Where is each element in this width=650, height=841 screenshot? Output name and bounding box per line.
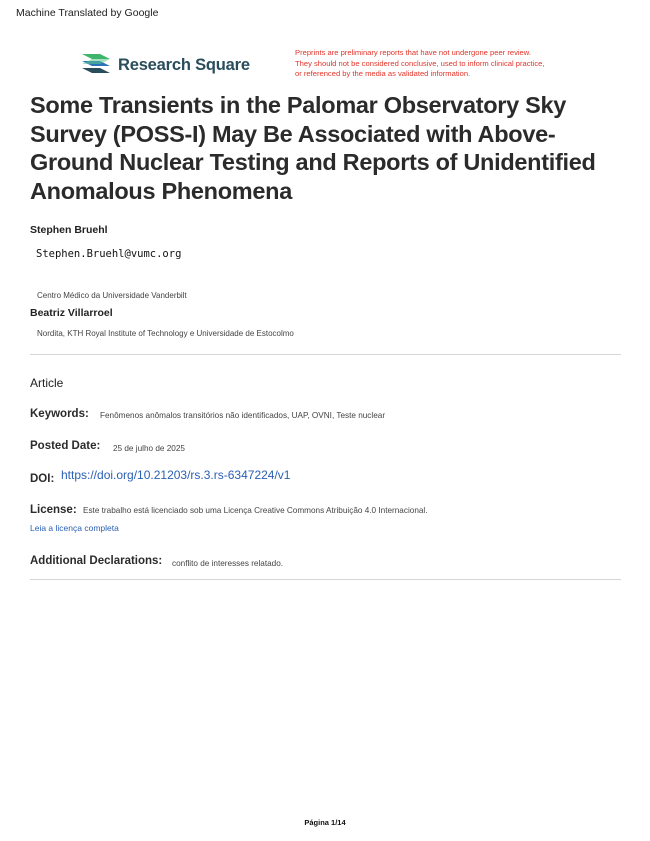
keywords-label: Keywords: [30, 408, 89, 420]
divider [30, 354, 621, 355]
doi-label: DOI: [30, 473, 55, 485]
license-label: License: [30, 504, 77, 516]
section-heading: Article [30, 376, 64, 390]
page-number: Página 1/14 [304, 818, 346, 827]
doi-link[interactable]: https://doi.org/10.21203/rs.3.rs-6347224/v1 [61, 468, 291, 482]
author-name: Beatriz Villarroel [30, 307, 113, 319]
author-email[interactable]: Stephen.Bruehl@vumc.org [36, 248, 182, 260]
machine-translated-label: Machine Translated by Google [16, 7, 159, 19]
research-square-logo-icon [80, 52, 112, 78]
article-title: Some Transients in the Palomar Observatory Sky Survey (POSS-I) May Be Associated with Above-Ground Nuclear Testing and Reports of Unidentified Anomalous Phenomena [30, 92, 596, 204]
posted-date-label: Posted Date: [30, 440, 101, 452]
author-name: Stephen Bruehl [30, 224, 108, 236]
keywords-value: Fenômenos anômalos transitórios não identificados, UAP, OVNI, Teste nuclear [100, 411, 386, 420]
declarations-value: conflito de interesses relatado. [172, 559, 284, 568]
author-affiliation: Centro Médico da Universidade Vanderbilt [37, 291, 187, 300]
disclaimer-line: or referenced by the media as validated information. [295, 69, 471, 79]
license-link[interactable]: Leia a licença completa [30, 523, 119, 533]
disclaimer-line: They should not be considered conclusive, used to inform clinical practice, [295, 58, 545, 68]
research-square-logo[interactable] [80, 52, 250, 78]
author-affiliation: Nordita, KTH Royal Institute of Technology e Universidade de Estocolmo [37, 329, 294, 338]
brand-name: Research Square [118, 55, 250, 74]
declarations-label: Additional Declarations: [30, 555, 163, 567]
divider [30, 579, 621, 580]
disclaimer-line: Preprints are preliminary reports that have not undergone peer review. [295, 48, 531, 57]
license-value: Este trabalho está licenciado sob uma Licença Creative Commons Atribuição 4.0 Internacional. [83, 506, 428, 515]
preprint-disclaimer [295, 48, 595, 80]
posted-date-value: 25 de julho de 2025 [113, 444, 185, 453]
